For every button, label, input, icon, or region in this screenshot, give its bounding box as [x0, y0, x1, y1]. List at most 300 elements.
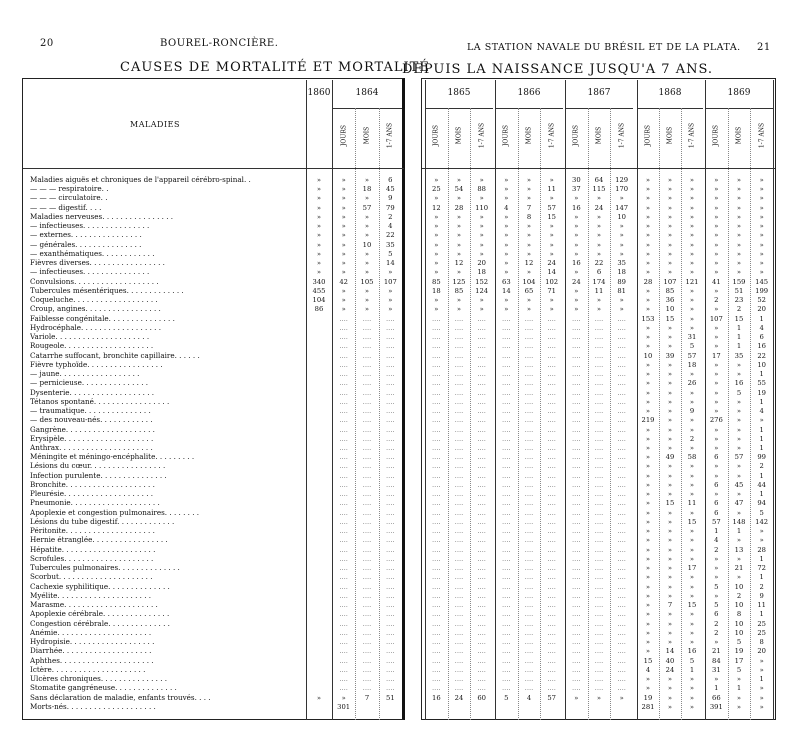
cell-1869: 199 [755, 286, 769, 295]
cell-1868: » [689, 490, 695, 499]
cell-1869: 51 [734, 286, 744, 295]
cell-1865: » [434, 231, 439, 240]
row-label: — — — circulatoire. . [30, 194, 108, 203]
cell-empty: .... [572, 453, 581, 462]
cell-1868: » [667, 693, 673, 702]
cell-1865: » [434, 212, 439, 221]
cell-empty: .... [386, 536, 395, 545]
cell-empty: .... [339, 314, 348, 323]
row-label: Dysenterie. . . . . . . . . . . . . . . . . . . [30, 388, 155, 397]
row-label: Apoplexie cérébrale. . . . . . . . . . . . . . . [30, 610, 170, 619]
cell-empty: .... [547, 527, 556, 536]
cell-1864: » [341, 249, 346, 258]
cell-1864: » [341, 176, 346, 184]
cell-empty: .... [432, 564, 441, 573]
cell-empty: .... [547, 342, 556, 351]
cell-1866: 57 [547, 203, 556, 212]
cell-empty: .... [362, 665, 372, 674]
cell-empty: .... [572, 370, 581, 379]
cell-empty: .... [617, 471, 626, 480]
cell-1868: » [667, 231, 673, 240]
cell-empty: .... [477, 416, 486, 425]
cell-empty: .... [477, 610, 486, 619]
cell-empty: .... [572, 425, 581, 434]
cell-1869: » [736, 222, 742, 231]
year-subrule [565, 108, 633, 109]
cell-empty: .... [362, 471, 372, 480]
cell-empty: .... [502, 453, 511, 462]
cell-1868: 7 [667, 601, 673, 610]
cell-1868: » [689, 675, 695, 684]
cell-1869: 17 [734, 656, 744, 665]
cell-1868: 10 [643, 351, 653, 360]
cell-empty: .... [477, 333, 486, 342]
year-divider [495, 80, 496, 720]
cell-empty: .... [524, 444, 534, 452]
cell-empty: .... [432, 444, 441, 452]
cell-empty: .... [617, 342, 626, 351]
cell-empty: .... [547, 397, 556, 406]
cell-1868: » [689, 628, 695, 637]
cell-empty: .... [572, 545, 581, 554]
cell-empty: .... [547, 333, 556, 342]
sub-divider [588, 108, 589, 720]
cell-1869: 6 [759, 333, 764, 342]
cell-empty: .... [547, 351, 556, 360]
cell-1866: » [549, 231, 554, 240]
cell-1869: » [714, 240, 719, 249]
row-label: Coqueluche. . . . . . . . . . . . . . . . . . . [30, 296, 158, 305]
cell-empty: .... [572, 471, 581, 480]
cell-empty: .... [547, 573, 556, 582]
cell-empty: .... [454, 471, 464, 480]
sub-column-header: 1-7 ANS [386, 122, 394, 149]
cell-1865: » [434, 296, 439, 305]
cell-1868: » [645, 573, 651, 582]
cell-empty: .... [339, 351, 348, 360]
cell-1869: 1 [759, 425, 764, 434]
cell-empty: .... [386, 360, 395, 369]
row-label: Hydrocéphale. . . . . . . . . . . . . . . . . . [30, 323, 162, 332]
cell-empty: .... [617, 545, 626, 554]
cell-1865: » [456, 268, 462, 277]
cell-1866: » [549, 176, 554, 184]
cell-1869: 6 [714, 453, 719, 462]
cell-1869: 21 [712, 647, 721, 656]
cell-empty: .... [432, 638, 441, 647]
cell-1868: » [667, 407, 673, 416]
cell-empty: .... [432, 665, 441, 674]
cell-1869: » [759, 527, 764, 536]
cell-1865: » [434, 194, 439, 203]
cell-empty: .... [454, 628, 464, 637]
cell-empty: .... [502, 508, 511, 517]
cell-1869: 44 [757, 480, 766, 489]
cell-1869: 1 [759, 471, 764, 480]
cell-empty: .... [454, 397, 464, 406]
cell-1868: 28 [643, 277, 653, 286]
cell-empty: .... [502, 462, 511, 471]
cell-1869: 2 [736, 591, 742, 600]
cell-empty: .... [432, 370, 441, 379]
cell-empty: .... [362, 480, 372, 489]
cell-1867: » [574, 296, 579, 305]
cell-empty: .... [339, 397, 348, 406]
cell-1868: » [645, 638, 651, 647]
cell-empty: .... [432, 684, 441, 693]
row-label: Myélite. . . . . . . . . . . . . . . . . . . . . [30, 591, 152, 600]
cell-empty: .... [617, 480, 626, 489]
cell-1866: 5 [504, 693, 509, 702]
cell-empty: .... [547, 545, 556, 554]
cell-1865: » [479, 176, 484, 184]
cell-empty: .... [432, 379, 441, 388]
cell-empty: .... [432, 425, 441, 434]
cell-1867: 35 [617, 259, 626, 268]
cell-empty: .... [524, 342, 534, 351]
cell-empty: .... [524, 397, 534, 406]
row-label: — infectieuses. . . . . . . . . . . . . . . [30, 222, 150, 231]
cell-empty: .... [386, 453, 395, 462]
cell-1865: 60 [477, 693, 486, 702]
row-label: Méningite et méningo-encéphalite. . . . . . . . . [30, 453, 195, 462]
cell-1867: 16 [572, 259, 581, 268]
cell-1869: 72 [757, 564, 766, 573]
cell-1865: » [456, 305, 462, 314]
sub-divider [355, 108, 356, 720]
cell-1869: 6 [714, 508, 719, 517]
cell-1869: 5 [736, 638, 742, 647]
cell-empty: .... [524, 564, 534, 573]
cell-empty: .... [502, 619, 511, 628]
cell-1860: » [316, 212, 322, 221]
cell-empty: .... [362, 314, 372, 323]
cell-1866: » [526, 249, 532, 258]
cell-1869: 1 [736, 333, 742, 342]
cell-empty: .... [572, 527, 581, 536]
cell-1869: » [736, 702, 742, 711]
cell-1865: » [479, 305, 484, 314]
cell-1869: » [736, 693, 742, 702]
cell-1868: 19 [643, 693, 653, 702]
cell-1867: 30 [572, 176, 581, 184]
cell-1869: » [736, 416, 742, 425]
row-label: — infectieuses. . . . . . . . . . . . . . . [30, 268, 150, 277]
cell-1869: 1 [759, 675, 764, 684]
cell-1868: » [689, 444, 695, 452]
cell-empty: .... [362, 554, 372, 563]
cell-1868: 26 [687, 379, 697, 388]
cell-empty: .... [547, 675, 556, 684]
cell-1869: 5 [714, 582, 719, 591]
cell-1865: » [456, 249, 462, 258]
cell-empty: .... [524, 462, 534, 471]
year-divider [773, 80, 774, 720]
cell-1864: » [364, 212, 370, 221]
cell-empty: .... [432, 388, 441, 397]
cell-empty: .... [502, 425, 511, 434]
cell-empty: .... [386, 619, 395, 628]
cell-empty: .... [547, 601, 556, 610]
cell-empty: .... [502, 601, 511, 610]
cell-empty: .... [432, 434, 441, 443]
cell-empty: .... [477, 434, 486, 443]
cell-1868: » [667, 323, 673, 332]
cell-1868: » [689, 286, 695, 295]
cell-empty: .... [362, 628, 372, 637]
row-label: — générales. . . . . . . . . . . . . . . [30, 240, 142, 249]
cell-empty: .... [339, 471, 348, 480]
cell-1860: » [316, 222, 322, 231]
cell-empty: .... [477, 628, 486, 637]
cell-1869: » [759, 185, 764, 194]
cell-1868: » [689, 222, 695, 231]
cell-empty: .... [524, 675, 534, 684]
cell-1869: » [714, 471, 719, 480]
cell-empty: .... [524, 508, 534, 517]
cell-1868: » [689, 203, 695, 212]
cell-1864: » [388, 268, 393, 277]
cell-1868: » [645, 480, 651, 489]
cell-empty: .... [594, 665, 604, 674]
cell-1869: » [714, 425, 719, 434]
cell-empty: .... [362, 619, 372, 628]
cell-1867: 18 [617, 268, 626, 277]
cell-empty: .... [432, 471, 441, 480]
cell-1868: » [667, 619, 673, 628]
sub-column-header: JOURS [572, 125, 580, 147]
cell-empty: .... [572, 601, 581, 610]
cell-empty: .... [524, 360, 534, 369]
cell-1868: » [645, 231, 651, 240]
cell-1868: » [645, 499, 651, 508]
cell-1868: » [667, 564, 673, 573]
cell-empty: .... [454, 545, 464, 554]
cell-empty: .... [386, 628, 395, 637]
cell-1860: » [316, 194, 322, 203]
cell-1868: » [667, 360, 673, 369]
cell-empty: .... [339, 536, 348, 545]
cell-1868: » [689, 638, 695, 647]
cell-empty: .... [432, 628, 441, 637]
cell-empty: .... [339, 333, 348, 342]
cell-empty: .... [339, 323, 348, 332]
cell-1869: 391 [709, 702, 723, 711]
cell-empty: .... [362, 545, 372, 554]
row-label: — — — respiratoire. . [30, 185, 109, 194]
sub-column-header: MOIS [525, 126, 533, 145]
cell-empty: .... [454, 407, 464, 416]
cell-1869: 10 [734, 601, 744, 610]
cell-empty: .... [477, 462, 486, 471]
sub-column-header: JOURS [644, 125, 652, 147]
cell-empty: .... [386, 647, 395, 656]
cell-empty: .... [477, 527, 486, 536]
cell-empty: .... [502, 573, 511, 582]
cell-1868: » [689, 527, 695, 536]
cell-empty: .... [339, 462, 348, 471]
cell-1860: » [316, 176, 322, 184]
cell-1868: » [667, 416, 673, 425]
cell-1866: 4 [504, 203, 509, 212]
cell-1869: » [714, 360, 719, 369]
cell-1869: » [736, 249, 742, 258]
cell-empty: .... [454, 434, 464, 443]
cell-empty: .... [339, 499, 348, 508]
cell-empty: .... [477, 573, 486, 582]
cell-1869: 47 [734, 499, 744, 508]
cell-1868: » [645, 536, 651, 545]
cell-empty: .... [454, 554, 464, 563]
cell-1865: » [434, 240, 439, 249]
cell-empty: .... [594, 370, 604, 379]
cell-empty: .... [502, 434, 511, 443]
cell-1865: » [456, 194, 462, 203]
right-running-head: LA STATION NAVALE DU BRÉSIL ET DE LA PLATA. [467, 42, 741, 53]
cell-empty: .... [502, 323, 511, 332]
cell-1869: » [736, 203, 742, 212]
cell-empty: .... [594, 314, 604, 323]
cell-1868: 153 [641, 314, 655, 323]
cell-empty: .... [617, 499, 626, 508]
cell-empty: .... [617, 434, 626, 443]
cell-1864: 57 [362, 203, 372, 212]
cell-empty: .... [594, 582, 604, 591]
cell-1869: » [736, 554, 742, 563]
cell-1869: » [714, 370, 719, 379]
cell-1868: 58 [687, 453, 697, 462]
cell-empty: .... [454, 444, 464, 452]
cell-empty: .... [454, 323, 464, 332]
cell-empty: .... [617, 425, 626, 434]
cell-empty: .... [594, 545, 604, 554]
cell-empty: .... [572, 638, 581, 647]
cell-1869: » [714, 203, 719, 212]
cell-1869: 57 [734, 453, 744, 462]
cell-empty: .... [477, 582, 486, 591]
cell-empty: .... [572, 656, 581, 665]
cell-empty: .... [524, 601, 534, 610]
cell-empty: .... [547, 434, 556, 443]
cell-empty: .... [572, 490, 581, 499]
cell-1869: » [759, 693, 764, 702]
cell-1869: » [759, 222, 764, 231]
cell-empty: .... [386, 480, 395, 489]
cell-1868: » [667, 490, 673, 499]
cell-empty: .... [524, 619, 534, 628]
cell-empty: .... [362, 675, 372, 684]
cell-1869: 16 [734, 379, 744, 388]
row-label: — — — digestif. . . . [30, 203, 102, 212]
cell-empty: .... [617, 628, 626, 637]
cell-empty: .... [432, 407, 441, 416]
row-label: Stomatite gangréneuse. . . . . . . . . . . . . . [30, 684, 177, 693]
cell-1860: » [316, 185, 322, 194]
cell-empty: .... [339, 601, 348, 610]
cell-1866: » [504, 194, 509, 203]
cell-1864: » [341, 693, 346, 702]
cell-1860: » [316, 693, 322, 702]
cell-1869: » [714, 286, 719, 295]
cell-empty: .... [432, 360, 441, 369]
cell-empty: .... [454, 675, 464, 684]
cell-empty: .... [524, 323, 534, 332]
cell-1860: » [316, 231, 322, 240]
cell-empty: .... [386, 665, 395, 674]
cell-empty: .... [339, 610, 348, 619]
cell-1869: » [714, 573, 719, 582]
cell-empty: .... [594, 462, 604, 471]
cell-empty: .... [339, 545, 348, 554]
cell-1868: » [667, 176, 673, 184]
cell-1864: » [364, 268, 370, 277]
cell-empty: .... [432, 647, 441, 656]
cell-1869: » [714, 231, 719, 240]
sub-column-header: 1-7 ANS [548, 122, 556, 149]
cell-1868: » [645, 444, 651, 452]
cell-empty: .... [524, 499, 534, 508]
cell-1866: 14 [502, 286, 511, 295]
cell-empty: .... [572, 388, 581, 397]
cell-1868: » [667, 471, 673, 480]
cell-empty: .... [386, 434, 395, 443]
cell-empty: .... [502, 333, 511, 342]
cell-1869: » [714, 185, 719, 194]
cell-empty: .... [594, 638, 604, 647]
row-label: — traumatique. . . . . . . . . . . . . . . [30, 407, 151, 416]
cell-1869: 1 [736, 323, 742, 332]
cell-empty: .... [362, 647, 372, 656]
cell-empty: .... [432, 490, 441, 499]
cell-empty: .... [502, 480, 511, 489]
cell-1868: » [645, 619, 651, 628]
cell-1868: » [645, 564, 651, 573]
cell-empty: .... [547, 684, 556, 693]
cell-1868: » [689, 684, 695, 693]
cell-empty: .... [339, 527, 348, 536]
cell-empty: .... [454, 342, 464, 351]
cell-1864: 2 [388, 212, 393, 221]
cell-1868: » [645, 675, 651, 684]
cell-1868: » [645, 342, 651, 351]
cell-1864: » [341, 305, 346, 314]
row-label: Maladies nerveuses. . . . . . . . . . . . . . . . [30, 212, 174, 221]
cell-1868: » [645, 203, 651, 212]
cell-1867: 16 [572, 203, 581, 212]
cell-1864: » [388, 296, 393, 305]
cell-empty: .... [477, 425, 486, 434]
cell-empty: .... [524, 388, 534, 397]
cell-1865: » [479, 240, 484, 249]
year-header: 1869 [727, 88, 751, 98]
cell-empty: .... [617, 554, 626, 563]
cell-empty: .... [362, 370, 372, 379]
cell-empty: .... [524, 628, 534, 637]
cell-empty: .... [524, 434, 534, 443]
cell-empty: .... [617, 517, 626, 526]
cell-empty: .... [502, 444, 511, 452]
cell-empty: .... [362, 638, 372, 647]
cell-1866: 8 [526, 212, 532, 221]
cell-empty: .... [477, 675, 486, 684]
cell-1868: » [645, 628, 651, 637]
cell-1868: » [667, 554, 673, 563]
cell-1869: 5 [736, 665, 742, 674]
cell-1868: 57 [687, 351, 697, 360]
cell-empty: .... [454, 314, 464, 323]
cell-1868: 16 [687, 647, 697, 656]
cell-empty: .... [339, 647, 348, 656]
